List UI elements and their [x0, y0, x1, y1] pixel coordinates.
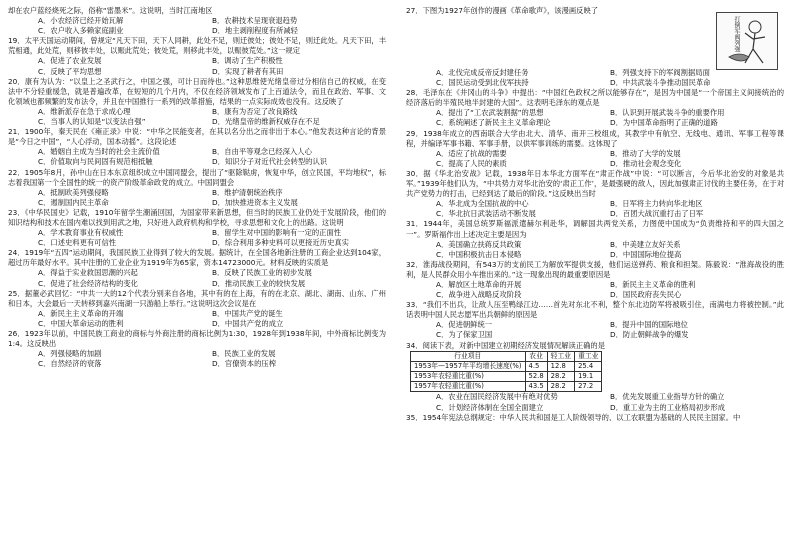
table-cell: 27.2 — [575, 382, 602, 392]
option-d: D．防止朝鲜战争的爆发 — [610, 330, 689, 340]
table-row — [411, 361, 602, 371]
options-20 — [8, 107, 386, 127]
option-d: D．重工业为主的工业格局初步形成 — [610, 402, 726, 412]
options-28 — [406, 108, 784, 128]
option-a: A．华北成为全国抗战的中心 — [436, 199, 529, 209]
option-c: C．自然经济的衰落 — [38, 359, 102, 369]
question-30: 30．据《华北治安战》记载，1938年日本华北方面军在“肃正作战”中说：“可以断言，今后华北治安的对象是共军。”1939年他们认为，“中共势力对华北治安的‘肃正工作’，是最强硬的敌人，因此加强肃正讨伐的主要任务，在于对共产党势力的打击，已经到达了最后的阶段。”这反映出当时 — [406, 168, 784, 199]
option-b: B．新民主主义革命的胜利 — [610, 279, 696, 289]
option-c: C．中国积极抗击日本侵略 — [436, 249, 522, 259]
question-31: 31．1944年，美国总统罗斯福派遣赫尔利赴华，调解国共两党关系，力图使中国成为“负责维持和平的四大国之一”。罗斯福作出上述决定主要是因为 — [406, 219, 784, 239]
option-a: A．促进了农业发展 — [38, 56, 102, 66]
question-20: 20．康有为认为：“以皇上之圣武行之，中国之强，可计日而待也。”这种思维使光绪皇帝过分相信自己的权威，在变法中不分轻重缓急，就是普遍改革，在短短的几个月内，不仅在经济领域发布了上百道法令，而且在政治、军事、文化领域也都频繁的发布法令，并且在中国推行一系列的改革措施，结果的一点实际成效也没有。这反映了 — [8, 76, 386, 106]
options-33 — [406, 320, 784, 340]
options-22 — [8, 188, 386, 208]
question-32: 32．淮海战役期间，有543万的支前民工为解放军提供支援，他们运送弹药、粮食和担架。陈毅说：“淮海战役的胜利，是人民群众用小车推出来的。”这一现象出现的最重要原因是 — [406, 259, 784, 279]
table-cell: 4.5 — [525, 361, 547, 371]
option-c: C．当事人的认知是“以变法自强” — [38, 117, 146, 127]
options-25 — [8, 309, 386, 329]
option-d: D．官僚资本的压榨 — [212, 359, 276, 369]
option-b: B．优先发展重工业指导方针的确立 — [610, 392, 725, 402]
revolution-cartoon-image — [716, 12, 778, 70]
option-d: D．实现了耕者有其田 — [212, 66, 284, 76]
options-26 — [8, 349, 386, 369]
question-34: 34．阅读下表，对新中国建立初期经济发展情况解读正确的是 — [406, 340, 606, 350]
cartoon-caption: 打倒军阀列强 — [733, 16, 740, 52]
option-b: B．自由平等观念已经深入人心 — [212, 147, 312, 157]
option-a: A．适应了抗战的需要 — [436, 148, 507, 158]
option-b: B．留学生对中国的影响有一定的正面性 — [212, 228, 342, 238]
option-d: D．推动社会观念变化 — [610, 158, 682, 168]
question-25: 25．据董必武回忆：“中共一大的12个代表分别来自各地，其中有的在上海，有的在北京、湖北、湖南、山东、广州和日本，大会最后一天转移到嘉兴南湖一只游船上举行。”这说明这次会议是在 — [8, 288, 386, 308]
option-c: C．口述史料更有可信性 — [38, 238, 117, 248]
option-c: C．计划经济体制在全国全面建立 — [436, 402, 544, 412]
option-a: A．小农经济已经开始瓦解 — [38, 16, 124, 26]
option-b: B．康有为否定了改良路线 — [212, 106, 298, 116]
table-cell: 52.8 — [525, 372, 547, 382]
options-23 — [8, 228, 386, 248]
question-27-block — [406, 6, 784, 68]
table-cell: 28.2 — [547, 382, 574, 392]
options-intro — [8, 16, 386, 36]
option-d: D．国民政府丧失民心 — [610, 290, 682, 300]
option-c: C．战争进入战略反攻阶段 — [436, 290, 522, 300]
table-row — [411, 372, 602, 382]
option-a: A．得益于实业救国思潮的兴起 — [38, 268, 138, 278]
option-a: A．农业在国民经济发展中有绝对优势 — [436, 392, 558, 402]
option-a: A．促进朝鲜统一 — [436, 320, 493, 330]
table-cell: 25.4 — [575, 361, 602, 371]
option-d: D．地主剥削程度有所减轻 — [212, 26, 298, 36]
option-b: B．民族工业的发展 — [212, 349, 276, 359]
question-intro: 却在农户蓝经烧死之际，俗称“雷墨米”。这说明，当时江南地区 — [8, 6, 213, 15]
options-27 — [406, 68, 784, 88]
option-d: D．百团大战沉重打击了日军 — [610, 209, 704, 219]
options-30 — [406, 199, 784, 219]
question-28: 28．毛泽东在《井冈山的斗争》中提出：“中国红色政权之所以能够存在”，是因为中国是“一个帝国主义间接统治的经济落后的半殖民地半封建的大国”。这表明毛泽东的观点是 — [406, 88, 784, 108]
option-b: B．调动了生产积极性 — [212, 56, 283, 66]
table-header: 轻工业 — [547, 351, 574, 361]
option-c: C．中国大革命运动的胜利 — [38, 318, 124, 328]
option-c: C．提高了人民的素质 — [436, 158, 507, 168]
table-cell: 1953年农轻重比重(%) — [411, 372, 526, 382]
table-header: 行业项目 — [411, 351, 526, 361]
question-26: 26．1923年以前，中国民族工商业的商标与外商注册的商标比例为1:30，1928年到1938年间，中外商标比例变为1:4。这反映出 — [8, 329, 386, 349]
table-cell: 1957年农轻重比重(%) — [411, 382, 526, 392]
options-29 — [406, 149, 784, 169]
table-cell: 28.2 — [547, 372, 574, 382]
option-b: B．日军将主力转向华北地区 — [610, 199, 703, 209]
option-b: B．推动了大学的发展 — [610, 148, 681, 158]
table-header: 重工业 — [575, 351, 602, 361]
option-a: A．列强侵略的加剧 — [38, 349, 102, 359]
option-d: D．中国国际地位提高 — [610, 249, 682, 259]
question-21: 21．1900年，秦天民在《雍正录》中说：“中华之民能变者，在其以名分出之而非出于本心。”他发表这种言论的背景是“今日之中国”，“人心浮动，国本动摇”。这段论述 — [8, 127, 386, 147]
option-a: A．婚姻自主成为当时的社会主流价值 — [38, 147, 160, 157]
options-31 — [406, 240, 784, 260]
option-a: A．新民主主义革命的开端 — [38, 308, 124, 318]
question-23: 23．《中华民国史》记载，1910年留学生潮涌回国，为国家带来新思想，但当时的民族工业仍处于发展阶段，他们的知识结构和技术在国内难以找到用武之地，只好进入政府机构和学校，寻求思想和文化上的出路。这说明 — [8, 207, 386, 227]
option-a: A．北伐完成反帝反封建任务 — [436, 68, 529, 77]
option-a: A．美国确立扶蒋反共政策 — [436, 239, 522, 249]
option-c: C．农户收入多赖家庭副业 — [38, 26, 124, 36]
option-a: A．维新派存在急于求成心理 — [38, 106, 131, 116]
option-c: C．反映了平均思想 — [38, 66, 102, 76]
table-header-row — [411, 351, 602, 361]
table-row — [411, 382, 602, 392]
options-24 — [8, 268, 386, 288]
option-b: B．列强支持下的军阀割据局面 — [610, 68, 710, 77]
option-b: B．提升中国的国际地位 — [610, 320, 688, 330]
option-d: D．中共武装斗争推动国民革命 — [610, 78, 711, 88]
option-b: B．中美建立友好关系 — [610, 239, 681, 249]
option-c: C．遏制国内民主革命 — [38, 197, 109, 207]
option-b: B．反映了民族工业的初步发展 — [212, 268, 312, 278]
option-a: A．抵制欧美列强侵略 — [38, 187, 109, 197]
option-d: D．推动民族工业的较快发展 — [212, 278, 306, 288]
option-c: C．促进了社会经济结构的变化 — [38, 278, 138, 288]
options-34 — [406, 392, 784, 412]
option-d: D．知识分子对近代社会转型的认识 — [212, 157, 328, 167]
question-22: 22．1905年8月，孙中山在日本东京组织成立中国同盟会，提出了“驱除鞑虏，恢复中华，创立民国，平均地权”，标志着我国第一个全国性的统一的资产阶级革命政党的成立。中国同盟会 — [8, 167, 386, 187]
option-a: A．提出了“工农武装割据”的思想 — [436, 108, 544, 118]
option-c: C．价值取向与民间固有规范相抵触 — [38, 157, 153, 167]
option-a: A．解放区土地革命的开展 — [436, 279, 522, 289]
table-cell: 19.1 — [575, 372, 602, 382]
table-cell: 1953年—1957年平均增长速度(%) — [411, 361, 526, 371]
options-21 — [8, 147, 386, 167]
option-d: D．加快推进资本主义发展 — [212, 197, 298, 207]
option-b: B．认识到开展武装斗争的重要作用 — [610, 108, 725, 118]
option-d: D．中国共产党的成立 — [212, 318, 284, 328]
option-b: B．维护清朝统治秩序 — [212, 187, 283, 197]
option-c: C．华北抗日武装活动不断发展 — [436, 209, 536, 219]
question-24: 24．1919年“五四”运动期间，我国民族工业得到了较大的发展。据统计，在全国各地新注册的工商企业达到104家，超过历年最好水平。其中注册的工业企业为1919年为65家，资本14723000元。材料反映的实质是 — [8, 248, 386, 268]
right-column — [406, 6, 784, 556]
table-header: 农业 — [525, 351, 547, 361]
options-32 — [406, 280, 784, 300]
question-29: 29．1938年成立的西南联合大学由北大、清华、南开三校组成，其教学中有航空、无线电、通讯、军事工程等课程，并编译军事书籍、军事手册，以供军事训练的需要。这体现了 — [406, 128, 784, 148]
option-d: D．光绪皇帝的维新权威存在不足 — [212, 117, 320, 127]
question-27: 27．下图为1927年创作的漫画《革命歌声》，该漫画反映了 — [406, 6, 599, 15]
option-d: D．为中国革命指明了正确的道路 — [610, 118, 718, 128]
question-19: 19．太平天国运动期间，曾规定“凡天下田，天下人同耕，此处不足，则迁彼处；彼处不足，则迁此处。凡天下田，丰荒相通，此处荒，则移彼丰处，以赈此荒处；彼处荒，则移此丰处，以赈彼荒处。”这一规定 — [8, 36, 386, 56]
question-35: 35．1954年宪法总纲规定：中华人民共和国是工人阶级领导的、以工农联盟为基础的人民民主国家。中 — [406, 412, 741, 422]
options-19 — [8, 56, 386, 76]
left-column — [8, 6, 386, 556]
option-b: B．农耕技术呈现衰退趋势 — [212, 16, 298, 26]
option-b: B．中国共产党的诞生 — [212, 308, 283, 318]
option-c: C．国民运动受到北伐军扶持 — [436, 78, 529, 88]
question-33: 33．“我们不出兵，让敌人压至鸭绿江边……首先对东北不利，整个东北边防军将被吸引住，南满电力将被控制。”此话表明中国人民志愿军出兵朝鲜的原因是 — [406, 300, 784, 320]
table-cell: 12.8 — [547, 361, 574, 371]
table-cell: 43.5 — [525, 382, 547, 392]
economy-table — [410, 351, 602, 393]
option-d: D．综合利用多种史料可以更接近历史真实 — [212, 238, 349, 248]
option-a: A．学术教育事业有权威性 — [38, 228, 124, 238]
option-c: C．系统阐述了新民主主义革命理论 — [436, 118, 551, 128]
option-c: C．为了保家卫国 — [436, 330, 493, 340]
